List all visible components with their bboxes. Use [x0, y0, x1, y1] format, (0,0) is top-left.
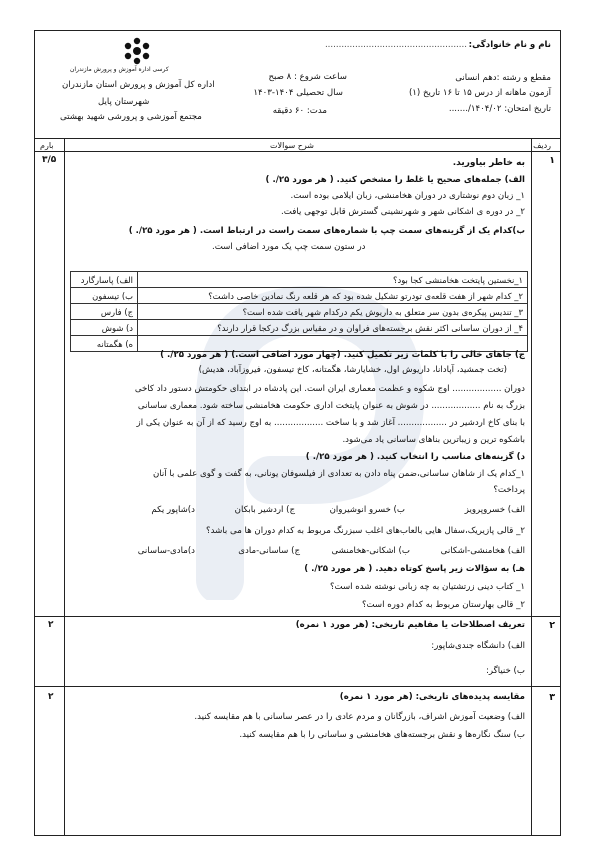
- start-time: ساعت شروع : ۸ صبح: [268, 72, 347, 82]
- org-line-2: شهرستان پایل: [98, 97, 150, 107]
- matching-table: [70, 271, 528, 352]
- q3-item-b: ب) سنگ نگاره‌ها و نقش برجسته‌های هخامنشی و ساسانی را با هم مقایسه کنید.: [239, 730, 525, 740]
- q1-d1-option-a[interactable]: الف) خسروپرویز: [464, 505, 525, 515]
- q1-part-c-title: ج) جاهای خالی را با کلمات زیر تکمیل کنید. (چهار مورد اضافی است.) ( هر مورد ۲۵/. ): [160, 350, 525, 360]
- q1-d1-option-b[interactable]: ب) خسرو انوشیروان: [329, 505, 405, 515]
- matching-row: [71, 320, 528, 336]
- matching-option[interactable]: ب) تیسفون: [71, 288, 138, 304]
- q3-score: ۲: [48, 692, 54, 702]
- q1-d-question-1-cont: پرداخت؟: [493, 485, 525, 495]
- q1-d-question-1: ۱_کدام یک از شاهان ساسانی،ضمن پناه دادن به تعدادی از فیلسوفان یونانی، به گفت و گوی علمی با آنان: [152, 469, 525, 479]
- column-desc-label: شرح سوالات: [270, 141, 314, 150]
- exam-date: تاریخ امتحان: ۱۴۰۴/۰۲/.......: [448, 104, 551, 114]
- column-row-label: ردیف: [533, 141, 551, 150]
- matching-question: ۳_ تندیس پیکره‌ی بدون سر متعلق به داریوش یکم درکدام شهر یافت شده است؟: [138, 304, 528, 320]
- matching-row: [71, 272, 528, 288]
- column-score-label: بارم: [40, 141, 54, 150]
- q1-a-item-1: ۱_ زبان دوم نوشتاری در دوران هخامنشی، زبان ایلامی بوده است.: [290, 191, 525, 201]
- school-year: سال تحصیلی ۱۴۰۴-۱۴۰۳: [253, 88, 343, 98]
- exam-title: آزمون ماهانه از درس ۱۵ تا ۱۶ تاریخ (۱): [408, 88, 551, 98]
- q3-title: مقایسه‌ پدیده‌های تاریخی: (هر مورد ۱ نمره): [339, 692, 525, 702]
- column-header-divider: [34, 151, 561, 152]
- q2-item-a: الف) دانشگاه جندی‌شاپور:: [431, 641, 525, 651]
- matching-option[interactable]: ج) فارس: [71, 304, 138, 320]
- score-column-divider: [64, 138, 65, 836]
- org-line-1: اداره کل آموزش و پرورش استان مازندران: [62, 80, 215, 90]
- matching-row: [71, 288, 528, 304]
- q2-item-b: ب) خنیاگر:: [485, 666, 525, 676]
- q2-number: ۲: [549, 620, 555, 631]
- q3-divider: [34, 686, 561, 687]
- q1-d-question-2: ۲_ قالی پازیریک،سفال هایی بالعاب‌های اغلب سبزرنگ مربوط به کدام دوران ها می باشد؟: [206, 526, 525, 536]
- student-name-label: نام و نام خانوادگی:: [468, 40, 551, 50]
- matching-option[interactable]: ه) هگمتانه: [71, 336, 138, 352]
- q1-score: ۳/۵: [42, 155, 57, 165]
- q1-c-paragraph-2: بزرگ به نام .................. در شوش به عنوان پایتخت اداری حکومت هخامنشی ساخته شود. معماری ساسانی: [137, 401, 525, 411]
- q1-c-word-bank: (تخت جمشید، آپادانا، داریوش اول، خشایارشا، هگمتانه، کاخ تیسفون، فیروزآباد، هدیش): [198, 365, 507, 375]
- q1-a-item-2: ۲_ در دوره ی اشکانی شهر و شهرنشینی گسترش قابل توجهی یافت.: [281, 207, 525, 217]
- q3-item-a: الف) وضعیت آموزش اشراف، بازرگانان و مردم عادی را در عصر ساسانی با هم مقایسه کنید.: [194, 712, 525, 722]
- q1-intro: به خاطر بیاورید.: [452, 158, 525, 168]
- student-name-dots: ....................................................: [324, 40, 467, 50]
- logo-caption: کرسی اداره آموزش و پرورش مازندران: [70, 66, 169, 73]
- q1-part-d-title: د) گزینه‌های مناسب را انتخاب کنید. ( هر مورد ۲۵/. ): [305, 452, 525, 462]
- q1-d2-option-c[interactable]: ج) ساسانی-مادی: [238, 546, 300, 556]
- q1-part-a-title: الف) جمله‌های صحیح یا غلط را مشخص کنید. ( هر مورد ۲۵/. ): [265, 175, 525, 185]
- organization-logo: [122, 36, 152, 66]
- exam-duration: مدت: ۶۰ دقیقه: [272, 106, 327, 116]
- q2-score: ۲: [48, 620, 54, 630]
- matching-question: ۴_ از دوران ساسانی اکثر نقش برجسته‌های فراوان و در مقیاس بزرگ درکجا قرار دارند؟: [138, 320, 528, 336]
- row-column-divider: [531, 138, 532, 836]
- q1-e-question-2: ۲_ قالی بهارستان مربوط به کدام دوره است؟: [361, 600, 525, 610]
- org-line-3: مجتمع آموزشی و پرورشی شهید بهشتی: [60, 112, 202, 122]
- grade-field: مقطع و رشته :دهم انسانی: [455, 73, 551, 83]
- header-divider: [34, 138, 561, 139]
- matching-option[interactable]: د) شوش: [71, 320, 138, 336]
- q1-c-paragraph-3: با بنای کاخ اردشیر در .................. آغاز شد و با ساخت .................. به اوج رسید که از آن به عنوان یکی از: [136, 418, 525, 428]
- q3-number: ۳: [549, 692, 555, 703]
- q1-d2-option-b[interactable]: ب) اشکانی-هخامنشی: [331, 546, 410, 556]
- q1-d1-option-c[interactable]: ج) اردشیر بابکان: [234, 505, 295, 515]
- q1-number: ۱: [549, 155, 555, 166]
- q1-part-b-title: ب)کدام یک از گزینه‌های سمت چپ با شماره‌های سمت راست در ارتباط است. ( هر مورد ۲۵/. ): [128, 226, 525, 236]
- q1-part-e-title: هـ) به سؤالات زیر پاسخ کوتاه دهید. ( هر مورد ۲۵/. ): [304, 564, 525, 574]
- q1-d2-option-a[interactable]: الف) هخامنشی-اشکانی: [440, 546, 525, 556]
- q1-c-paragraph-1: دوران .................. اوج شکوه و عظمت معماری ایران است. این پادشاه در ابتدای حکومتش دستور داد کاخی: [134, 384, 525, 394]
- matching-option[interactable]: الف) پاسارگارد: [71, 272, 138, 288]
- q2-divider: [34, 616, 561, 617]
- q2-title: تعریف اصطلاحات یا مفاهیم تاریخی: (هر مورد ۱ نمره): [295, 620, 525, 630]
- matching-question: ۱_نخستین پایتخت هخامنشی کجا بود؟: [138, 272, 528, 288]
- q1-part-b-note: در ستون سمت چپ یک مورد اضافی است.: [212, 242, 366, 252]
- q1-d1-option-d[interactable]: د)شاپور یکم: [151, 505, 195, 515]
- q1-e-question-1: ۱_ کتاب دینی زرتشتیان به چه زبانی نوشته شده است؟: [329, 582, 525, 592]
- q1-d2-option-d[interactable]: د)مادی-ساسانی: [137, 546, 195, 556]
- matching-question: ۲_ کدام شهر از هفت قلعه‌ی تودرتو تشکیل شده بود که هر قلعه رنگ نمادین خاصی داشت؟: [138, 288, 528, 304]
- q1-c-paragraph-4: باشکوه ترین و زیباترین بناهای ساسانی یاد می‌شود.: [342, 435, 525, 445]
- matching-row: [71, 304, 528, 320]
